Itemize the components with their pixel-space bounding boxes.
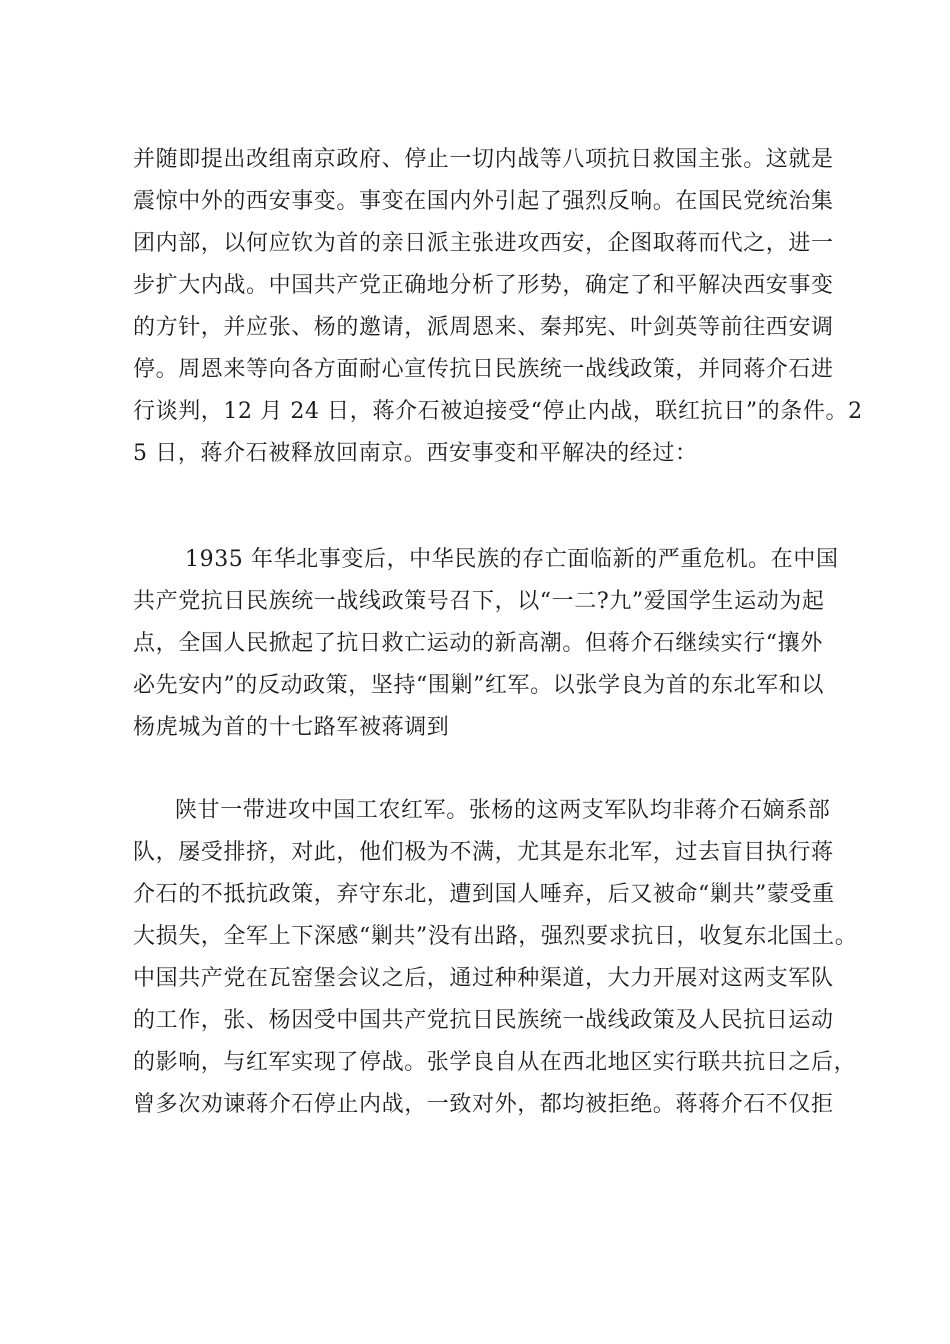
text-line: 停。周恩来等向各方面耐心宣传抗日民族统一战线政策，并同蒋介石进 [133,357,834,382]
text-line: 中国共产党在瓦窑堡会议之后，通过种种渠道，大力开展对这两支军队 [133,966,834,991]
paragraph-xian-incident-resolution [133,139,863,475]
text-line: 并随即提出改组南京政府、停止一切内战等八项抗日救国主张。这就是 [133,147,834,172]
text-line: 陕甘一带进攻中国工农红军。张杨的这两支军队均非蒋介石嫡系部 [175,798,831,823]
text-line: 大损失，全军上下深感“剿共”没有出路，强烈要求抗日，收复东北国土。 [133,924,858,949]
text-line: 震惊中外的西安事变。事变在国内外引起了强烈反响。在国民党统治集 [133,189,834,214]
text-line: 的影响，与红军实现了停战。张学良自从在西北地区实行联共抗日之后， [133,1050,857,1075]
text-line: 5 日，蒋介石被释放回南京。西安事变和平解决的经过： [133,441,698,466]
paragraph-north-china-incident [133,539,839,749]
text-line: 的方针，并应张、杨的邀请，派周恩来、秦邦宪、叶剑英等前往西安调 [133,315,834,340]
text-line: 步扩大内战。中国共产党正确地分析了形势，确定了和平解决西安事变 [133,273,834,298]
text-line: 共产党抗日民族统一战线政策号召下，以“一二?九”爱国学生运动为起 [133,589,825,614]
text-line: 行谈判，12 月 24 日，蒋介石被迫接受“停止内战，联红抗日”的条件。2 [133,399,863,424]
text-line: 点，全国人民掀起了抗日救亡运动的新高潮。但蒋介石继续实行“攘外 [133,631,823,656]
text-line: 的工作，张、杨因受中国共产党抗日民族统一战线政策及人民抗日运动 [133,1008,834,1033]
text-line: 介石的不抵抗政策，弃守东北，遭到国人唾弃，后又被命“剿共”蒙受重 [133,882,835,907]
paragraph-northeast-army [133,790,858,1126]
text-line: 团内部，以何应钦为首的亲日派主张进攻西安，企图取蒋而代之，进一 [133,231,834,256]
text-line: 队，屡受排挤，对此，他们极为不满，尤其是东北军，过去盲目执行蒋 [133,840,834,865]
text-line: 杨虎城为首的十七路军被蒋调到 [133,715,450,740]
text-line: 曾多次劝谏蒋介石停止内战，一致对外，都均被拒绝。蒋蒋介石不仅拒 [133,1092,834,1117]
text-line: 1935 年华北事变后，中华民族的存亡面临新的严重危机。在中国 [185,547,839,572]
text-line: 必先安内”的反动政策，坚持“围剿”红军。以张学良为首的东北军和以 [133,673,824,698]
